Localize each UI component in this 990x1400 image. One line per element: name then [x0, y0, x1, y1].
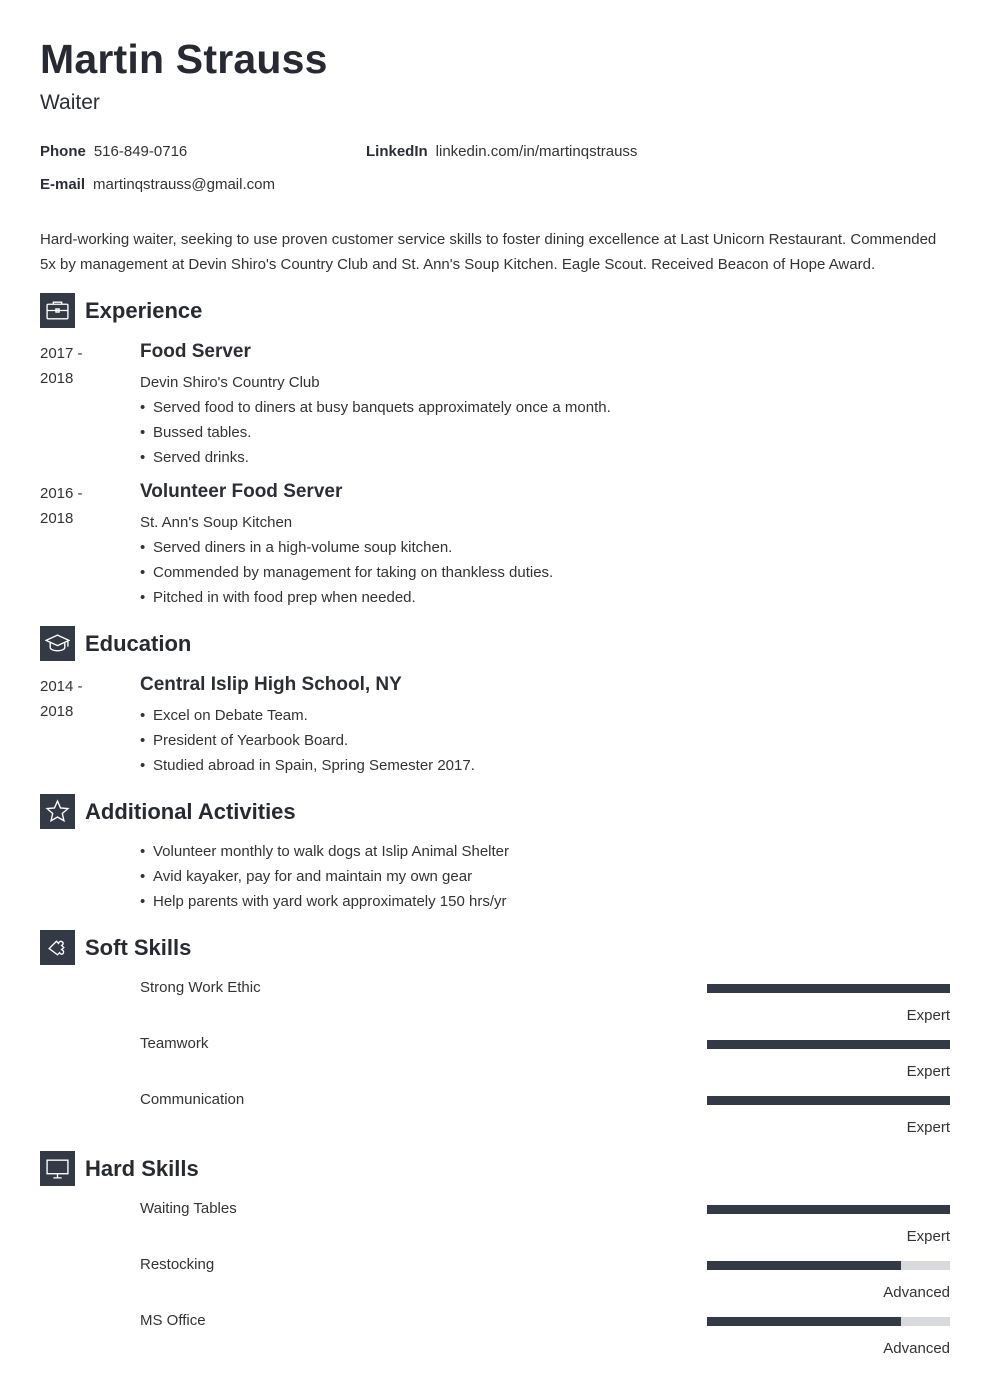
education-section-header	[40, 626, 191, 661]
skill-level-label: Advanced	[883, 1284, 950, 1301]
graduation-cap-icon	[40, 626, 75, 661]
activities-bullets	[140, 839, 950, 914]
contact-phone	[40, 143, 187, 160]
date-end: 2018	[40, 370, 74, 387]
job-title: Waiter	[40, 91, 100, 114]
bullet-item: • Studied abroad in Spain, Spring Semester 2017.	[140, 753, 950, 778]
skill-item	[140, 1090, 950, 1140]
bullet-item: • Commended by management for taking on thankless duties.	[140, 560, 950, 585]
date-end: 2018	[40, 703, 74, 720]
experience-section-header	[40, 293, 202, 328]
education-heading: Education	[85, 630, 192, 656]
entry-title: Central Islip High School, NY	[140, 674, 402, 695]
bullet-item: • Volunteer monthly to walk dogs at Islip Animal Shelter	[140, 839, 950, 864]
skill-level-bar	[707, 984, 950, 993]
skill-item	[140, 1199, 950, 1249]
email-value[interactable]: martinqstrauss@gmail.com	[93, 176, 275, 193]
contact-linkedin	[366, 143, 637, 160]
activities-heading: Additional Activities	[85, 798, 296, 824]
date-end: 2018	[40, 510, 74, 527]
date-start: 2016 -	[40, 485, 83, 502]
contact-email	[40, 176, 275, 193]
skill-item	[140, 1034, 950, 1084]
soft-skills-heading: Soft Skills	[85, 934, 192, 960]
phone-value[interactable]: 516-849-0716	[93, 143, 188, 160]
linkedin-value[interactable]: linkedin.com/in/martinqstrauss	[435, 143, 638, 160]
skill-name: Communication	[140, 1091, 245, 1108]
skill-level-label: Expert	[906, 1119, 950, 1136]
skill-level-label: Advanced	[883, 1340, 950, 1357]
entry-bullets	[140, 395, 950, 470]
entry-title: Volunteer Food Server	[140, 481, 343, 502]
profile-summary: Hard-working waiter, seeking to use proven customer service skills to foster dining excellence at Last Unicorn Restaurant. Commended 5x by management at Devin Shiro's Country Club and St. Ann's Soup Kitchen. Eagle Scout. Received Beacon of Hope Award.	[40, 231, 937, 273]
skill-level-bar	[707, 1317, 950, 1326]
skill-level-label: Expert	[906, 1063, 950, 1080]
skill-item	[140, 1255, 950, 1305]
bullet-item: • Served food to diners at busy banquets approximately once a month.	[140, 395, 950, 420]
entry-bullets	[140, 535, 950, 610]
bullet-item: • Bussed tables.	[140, 420, 950, 445]
skill-name: Waiting Tables	[140, 1200, 237, 1217]
bullet-item: • Pitched in with food prep when needed.	[140, 585, 950, 610]
skill-name: Teamwork	[140, 1035, 209, 1052]
monitor-icon	[40, 1151, 75, 1186]
skill-level-bar	[707, 1096, 950, 1105]
entry-organization: Devin Shiro's Country Club	[140, 374, 320, 391]
experience-heading: Experience	[85, 297, 203, 323]
entry-bullets	[140, 703, 950, 778]
hard-skills-heading: Hard Skills	[85, 1155, 199, 1181]
linkedin-label: LinkedIn	[366, 143, 428, 160]
skill-item	[140, 978, 950, 1028]
bullet-item: • Help parents with yard work approximately 150 hrs/yr	[140, 889, 950, 914]
entry-date	[40, 341, 110, 391]
skill-level-bar	[707, 1261, 950, 1270]
entry-organization: St. Ann's Soup Kitchen	[140, 514, 293, 531]
hard-skills-section-header	[40, 1151, 199, 1186]
skill-level-label: Expert	[906, 1007, 950, 1024]
date-start: 2014 -	[40, 678, 83, 695]
skill-level-bar	[707, 1040, 950, 1049]
activities-section-header	[40, 794, 296, 829]
bullet-item: • Avid kayaker, pay for and maintain my own gear	[140, 864, 950, 889]
entry-date	[40, 481, 110, 531]
skill-item	[140, 1311, 950, 1361]
star-icon	[40, 794, 75, 829]
bullet-item: • Served diners in a high-volume soup kitchen.	[140, 535, 950, 560]
candidate-name: Martin Strauss	[40, 36, 328, 82]
skill-name: MS Office	[140, 1312, 206, 1329]
skill-level-label: Expert	[906, 1228, 950, 1245]
bullet-item: • Excel on Debate Team.	[140, 703, 950, 728]
bullet-item: • President of Yearbook Board.	[140, 728, 950, 753]
skill-name: Restocking	[140, 1256, 215, 1273]
soft-skills-section-header	[40, 930, 191, 965]
skill-level-bar	[707, 1205, 950, 1214]
bullet-item: • Served drinks.	[140, 445, 950, 470]
date-start: 2017 -	[40, 345, 83, 362]
puzzle-icon	[40, 930, 75, 965]
entry-date	[40, 674, 110, 724]
phone-label: Phone	[40, 143, 86, 160]
skill-name: Strong Work Ethic	[140, 979, 261, 996]
email-label: E-mail	[40, 176, 86, 193]
entry-title: Food Server	[140, 341, 251, 362]
briefcase-icon	[40, 293, 75, 328]
